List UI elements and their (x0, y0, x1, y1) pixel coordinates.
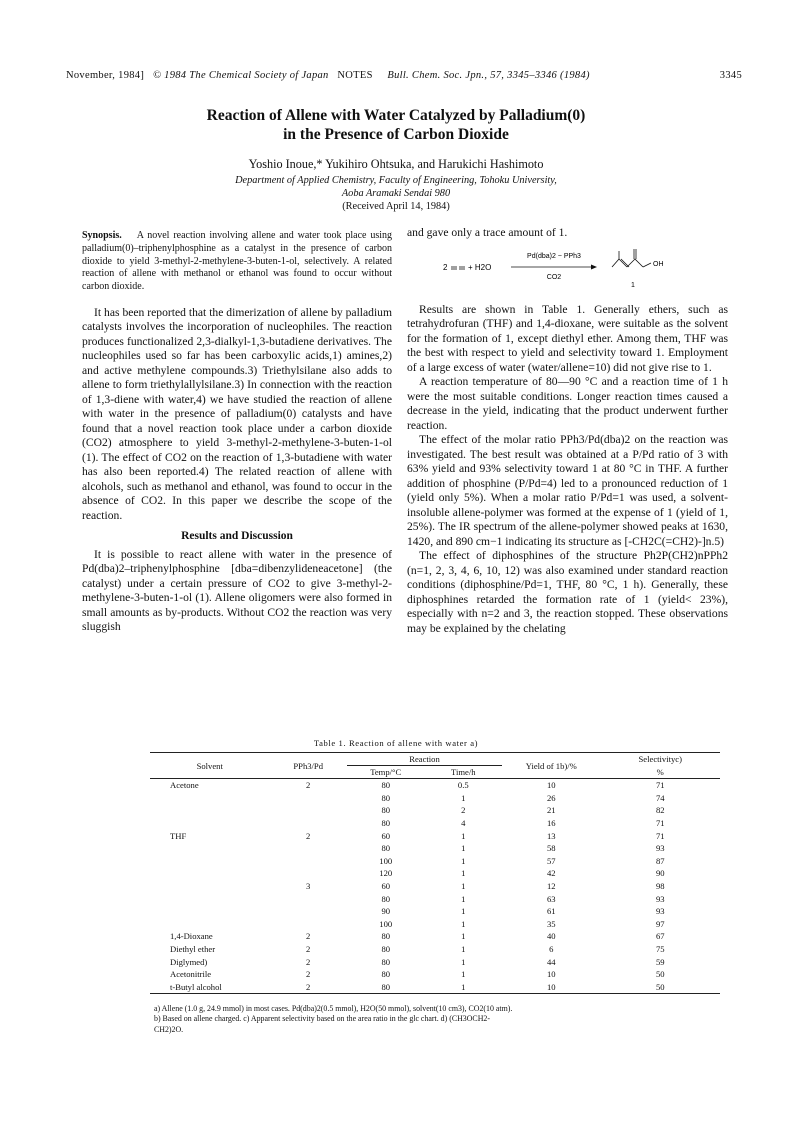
table-cell: 13 (546, 830, 556, 841)
table-cell (269, 792, 347, 805)
table-cell (269, 905, 347, 918)
table-cell: 35 (546, 918, 556, 929)
table-row (150, 855, 720, 868)
table-row (150, 943, 720, 956)
table-row (150, 905, 720, 918)
right-paragraph-4: The effect of diphosphines of the structure Ph2P(CH2)nPPh2 (n=1, 2, 3, 4, 6, 10, 12) was also examined under standard reaction conditions (diphosphine/Pd=1, THF, 80 °C, 1 h). Generally, these diphosphines retarded the formation rate of 1 (yield< 23%), especially with n=2 and 3, the reaction stopped. These observations may be explained by the chelating (407, 549, 728, 635)
synopsis-text: A novel reaction involving allene and water took place using palladium(0)–triphenylphosphine as a catalyst in the presence of carbon dioxide to yield 3-methyl-2-methylene-3-buten-1-ol, selectively. A related reaction of allene with methanol or ethanol was found to occur without carbon dioxide. (82, 230, 393, 293)
table-cell: 2 (306, 944, 311, 955)
scheme-co2: CO2 (546, 273, 562, 281)
table-cell (150, 817, 269, 830)
table-cell: 80 (381, 931, 391, 942)
table-cell: 10 (546, 969, 556, 980)
table-cell: 90 (655, 868, 665, 879)
table-cell: 74 (655, 792, 665, 803)
table-cell (269, 918, 347, 931)
footnote-line-2: b) Based on allene charged. c) Apparent selectivity based on the area ratio in the glc chart. d) (CH3OCH2- (154, 1014, 490, 1024)
table-cell: Diglymed) (170, 956, 208, 967)
table-cell: 40 (546, 931, 556, 942)
table-cell: 44 (546, 956, 556, 967)
table-cell: 80 (381, 805, 391, 816)
header-notes: NOTES (337, 70, 373, 81)
table-cell: 71 (655, 818, 665, 829)
col-selectivity: Selectivityc) (601, 753, 720, 766)
table-cell (150, 842, 269, 855)
affiliation-line-1: Department of Applied Chemistry, Faculty of Engineering, Tohoku University, (235, 175, 557, 186)
results-table (150, 752, 720, 994)
table-cell: 93 (655, 906, 665, 917)
table-row (150, 981, 720, 994)
table-cell: 59 (655, 956, 665, 967)
table-row (150, 955, 720, 968)
table-row (150, 892, 720, 905)
table-cell: 82 (655, 805, 665, 816)
table-cell: THF (170, 830, 187, 841)
table-cell: 1 (461, 792, 466, 803)
table-row (150, 817, 720, 830)
table-cell: 93 (655, 893, 665, 904)
received-date: (Received April 14, 1984) (342, 201, 450, 212)
table-cell: 16 (546, 818, 556, 829)
affiliation-line-2: Aoba Aramaki Sendai 980 (341, 188, 451, 199)
table-cell (269, 804, 347, 817)
table-cell: 60 (381, 830, 391, 841)
table-cell: 98 (655, 881, 665, 892)
table-cell (150, 892, 269, 905)
col-time: Time/h (425, 766, 503, 779)
table-cell: 0.5 (457, 780, 469, 791)
table-cell: 2 (306, 956, 311, 967)
table-body (150, 779, 720, 994)
table-cell: 42 (546, 868, 556, 879)
synopsis (82, 230, 392, 294)
footnote-line-1: a) Allene (1.0 g, 24.9 mmol) in most cases. Pd(dba)2(0.5 mmol), H2O(50 mmol), solvent(10 cm3), CO2(10 atm). (154, 1004, 513, 1013)
table-cell: 1,4-Dioxane (170, 931, 213, 942)
table-cell (269, 892, 347, 905)
table-cell: 80 (381, 969, 391, 980)
col-temp: Temp/°C (347, 766, 425, 779)
table-cell (150, 867, 269, 880)
col-sel-unit: % (601, 766, 720, 779)
table-cell: 57 (546, 855, 556, 866)
table-cell (150, 918, 269, 931)
col-reaction: Reaction (347, 753, 502, 766)
table-cell: 97 (655, 918, 665, 929)
table-cell: 4 (461, 818, 466, 829)
table-cell: 61 (546, 906, 556, 917)
table-cell: Acetone (170, 780, 199, 791)
left-column (82, 230, 392, 635)
table-cell (269, 867, 347, 880)
right-top-text: and gave only a trace amount of 1. (407, 226, 568, 239)
table-cell: 10 (502, 981, 600, 994)
results-heading: Results and Discussion (181, 530, 293, 543)
table-cell: 1 (461, 881, 466, 892)
table-cell: 2 (461, 805, 466, 816)
table-cell: 21 (546, 805, 556, 816)
table-row (150, 829, 720, 842)
synopsis-label: Synopsis. (82, 230, 122, 241)
arrow-head (591, 264, 597, 269)
table-cell: 80 (381, 818, 391, 829)
table-cell: 80 (381, 956, 391, 967)
table-row (150, 842, 720, 855)
table-cell: 1 (461, 931, 466, 942)
scheme-coefficient: 2 (443, 262, 448, 272)
table-cell: 3 (306, 881, 311, 892)
table-cell: 71 (655, 780, 665, 791)
table-cell: 1 (461, 969, 466, 980)
table-row (150, 779, 720, 792)
scheme-water: + H2O (468, 262, 492, 272)
results-paragraph-1: It is possible to react allene with water in the presence of Pd(dba)2–triphenylphosphine [dba=dibenzylideneacetone] (the catalyst) under a certain pressure of CO2 to give 3-methyl-2-methylene-3-buten-1-ol (1). Allene oligomers were also formed in small amounts as by-products. Without CO2 the reaction was very sluggish (82, 547, 392, 634)
table-cell: 80 (347, 981, 425, 994)
table-cell: 1 (461, 918, 466, 929)
footnote-line-3: CH2)2O. (154, 1024, 184, 1034)
scheme-catalyst: Pd(dba)2 − PPh3 (527, 252, 581, 260)
table-cell: Diethyl ether (170, 944, 216, 955)
col-solvent: Solvent (150, 753, 269, 779)
table-cell: 26 (546, 792, 556, 803)
table-cell: 67 (655, 931, 665, 942)
table-cell: 50 (601, 981, 720, 994)
table-cell: 1 (461, 843, 466, 854)
table-cell: 12 (546, 881, 556, 892)
table-row (150, 867, 720, 880)
page-number: 3345 (719, 70, 742, 81)
table-cell: 2 (269, 981, 347, 994)
table-cell: 1 (461, 855, 466, 866)
table-cell: 1 (461, 956, 466, 967)
table-cell: 120 (379, 868, 393, 879)
product-label: 1 (631, 281, 635, 289)
table-row (150, 880, 720, 893)
table-cell (269, 842, 347, 855)
table-cell (150, 905, 269, 918)
table-row (150, 804, 720, 817)
table-cell: 2 (306, 780, 311, 791)
table-cell: 1 (461, 906, 466, 917)
table-cell: 75 (655, 944, 665, 955)
table-caption: Table 1. Reaction of allene with water a) (313, 738, 479, 748)
table-cell (150, 804, 269, 817)
table-cell: 87 (655, 855, 665, 866)
table-footnotes (154, 1004, 724, 1035)
header-date: November, 1984] (66, 70, 145, 81)
table-cell: 2 (306, 931, 311, 942)
table-cell: 2 (306, 830, 311, 841)
reaction-scheme (407, 243, 728, 297)
authors: Yoshio Inoue,* Yukihiro Ohtsuka, and Harukichi Hashimoto (248, 157, 544, 171)
table-cell: 80 (381, 843, 391, 854)
table-cell: 80 (381, 893, 391, 904)
right-paragraph-1: Results are shown in Table 1. Generally ethers, such as tetrahydrofuran (THF) and 1,4-dioxane, were suitable as the solvent for the formation of 1, except diethyl ether. Among them, THF was the best with respect to yield and selectivity toward 1. Employment of a large excess of water (water/allene=10) did not give rise to 1. (407, 302, 728, 374)
table-cell: 100 (379, 918, 393, 929)
right-column (407, 226, 728, 636)
table-cell: 58 (546, 843, 556, 854)
table-cell: t-Butyl alcohol (150, 981, 269, 994)
allene-structure (451, 267, 465, 269)
col-yield: Yield of 1b)/% (502, 753, 600, 779)
col-ratio: PPh3/Pd (269, 753, 347, 779)
table-cell: 90 (381, 906, 391, 917)
table-cell: 1 (425, 981, 503, 994)
table-cell: 6 (549, 944, 554, 955)
table-cell: 60 (381, 881, 391, 892)
table-cell: 63 (546, 893, 556, 904)
table-cell: 2 (306, 969, 311, 980)
title-line-2: in the Presence of Carbon Dioxide (283, 126, 509, 143)
table-cell: 71 (655, 830, 665, 841)
table-row (150, 918, 720, 931)
table-cell: 80 (381, 944, 391, 955)
table-cell: 80 (381, 792, 391, 803)
right-paragraph-2: A reaction temperature of 80—90 °C and a reaction time of 1 h were the most suitable conditions. Longer reaction times caused a decrease in the yield, indicating that the product underwent further reaction. (407, 375, 728, 432)
table-cell: 80 (381, 780, 391, 791)
table-cell (269, 817, 347, 830)
intro-paragraph: It has been reported that the dimerization of allene by palladium catalysts involves the incorporation of nucleophiles. The reaction produces functionalized 2,3-dialkyl-1,3-butadiene derivatives. The nucleophiles used so far has been carboxylic acids,1) amines,2) and active methylene compounds.3) Triethylsilane also adds to allene to form triethylallylsilane.3) In connection with the reaction of 1,3-diene with water,4) we have studied the reaction of allene with water in the presence of palladium(0) catalysts and have found that a novel reaction took place under a carbon dioxide (CO2) atmosphere to yield 3-methyl-2-methylene-3-buten-1-ol (1). The effect of CO2 on the reaction of 1,3-butadiene with water has also been reported.4) The related reaction of allene with alcohols, such as methanol and ethanol, was found to occur in the absence of CO2. In this paper we describe the scope of the reaction. (82, 305, 392, 522)
table-cell: 50 (655, 969, 665, 980)
table-cell: 1 (461, 868, 466, 879)
header-copyright: © 1984 The Chemical Society of Japan (152, 70, 329, 81)
title-line-1: Reaction of Allene with Water Catalyzed by Palladium(0) (206, 107, 586, 124)
table-cell: 1 (461, 830, 466, 841)
table-row (150, 968, 720, 981)
article-title (66, 106, 726, 144)
table-row (150, 930, 720, 943)
scheme-svg (407, 243, 728, 297)
product-oh: OH (653, 260, 664, 268)
header-journal: Bull. Chem. Soc. Jpn., 57, 3345–3346 (1984) (387, 70, 590, 81)
table-row (150, 792, 720, 805)
table-cell: 10 (546, 780, 556, 791)
table-cell (150, 880, 269, 893)
table-cell: 100 (379, 855, 393, 866)
table-cell (150, 855, 269, 868)
running-header (66, 70, 742, 81)
affiliation (66, 174, 726, 213)
table-cell (269, 855, 347, 868)
table-cell: 1 (461, 893, 466, 904)
table-cell: Acetonitrile (170, 969, 212, 980)
table-cell (150, 792, 269, 805)
table-cell: 93 (655, 843, 665, 854)
right-paragraph-3: The effect of the molar ratio PPh3/Pd(dba)2 on the reaction was investigated. The best result was obtained at a P/Pd ratio of 3 with 63% yield and 93% selectivity toward 1 at 80 °C in THF. A further addition of phosphine (P/Pd=4) led to a pronounced reduction of 1 (yield only 5%). When a molar ratio P/Pd=1 was used, a solvent-insoluble allene-polymer was formed at the expense of 1 (yield of 1, 25%). The IR spectrum of the allene-polymer showed peaks at 1630, 1420, and 890 cm−1 indicating its structure as [-CH2C(=CH2)-]n.5) (407, 433, 728, 548)
table-cell: 1 (461, 944, 466, 955)
product-structure (612, 249, 651, 267)
